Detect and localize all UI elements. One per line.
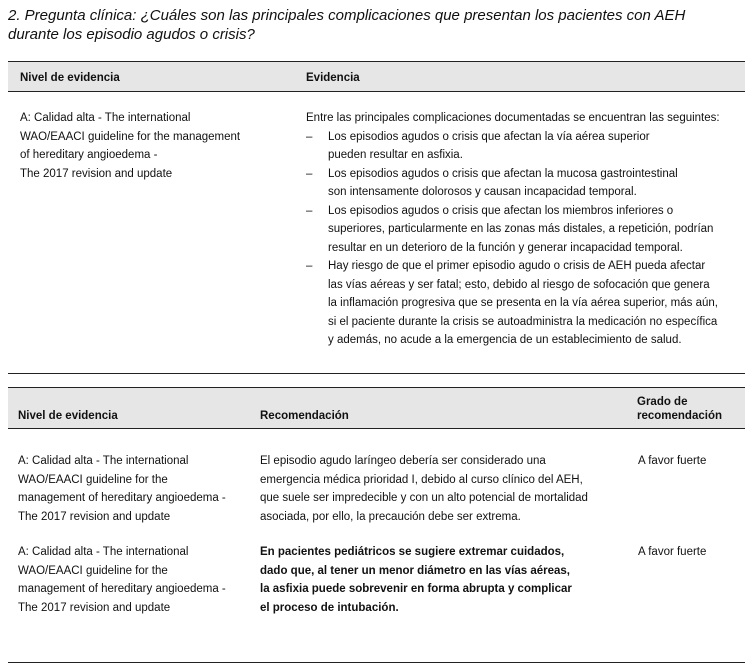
complications-list: [306, 128, 746, 350]
grade-value: A favor fuerte: [638, 546, 707, 558]
evidence-level-line: The 2017 revision and update: [20, 167, 173, 180]
recommendation-row-2-grade: [638, 543, 743, 562]
recommendation-line: la asfixia puede sobrevenir en forma abrupta y complicar: [260, 583, 572, 595]
header-nivel-de-evidencia-2: Nivel de evidencia: [18, 410, 118, 422]
complication-line: si el paciente durante la crisis se autoadministra la medicación no específica: [328, 315, 718, 328]
evidence-level-line: A: Calidad alta - The international: [18, 455, 189, 467]
complication-item: [306, 257, 746, 350]
evidence-level-line: management of hereditary angioedema -: [18, 492, 226, 504]
complication-line: – Los episodios agudos o crisis que afectan la vía aérea superior: [328, 130, 650, 143]
header-grado-line-1: Grado de: [637, 396, 688, 408]
evidence-level-line: management of hereditary angioedema -: [18, 583, 226, 595]
evidence-level-line: of hereditary angioedema -: [20, 149, 158, 161]
recommendation-line: dado que, al tener un menor diámetro en las vías aéreas,: [260, 564, 570, 577]
complication-item: [306, 128, 746, 165]
evidence-level-line: A: Calidad alta - The international: [20, 112, 191, 124]
recommendation-table-bottom-rule: [8, 662, 745, 663]
complication-line: pueden resultar en asfixia.: [328, 149, 463, 161]
evidence-cell: [306, 109, 746, 350]
recommendation-row-1-level: [18, 452, 253, 526]
evidence-intro: Entre las principales complicaciones documentadas se encuentran las seguintes:: [306, 112, 720, 124]
clinical-question-line-1: 2. Pregunta clínica: ¿Cuáles son las principales complicaciones que presentan los pacientes con AEH: [8, 7, 686, 24]
header-nivel-de-evidencia: Nivel de evidencia: [20, 72, 120, 84]
recommendation-line: el proceso de intubación.: [260, 601, 399, 614]
complication-item: [306, 202, 746, 258]
evidence-level-line: The 2017 revision and update: [18, 510, 171, 523]
complication-item: [306, 165, 746, 202]
header-grado-line-2: recomendación: [637, 410, 722, 422]
evidence-level-line: The 2017 revision and update: [18, 601, 171, 614]
evidence-level-line: A: Calidad alta - The international: [18, 546, 189, 558]
evidence-level-line: WAO/EAACI guideline for the management: [20, 130, 241, 143]
complication-line: las vías aéreas y ser fatal; esto, debido al riesgo de sofocación que genera: [328, 278, 710, 291]
header-evidencia: Evidencia: [306, 72, 360, 84]
recommendation-line: que suele ser impredecible y con un alto potencial de mortalidad: [260, 492, 588, 504]
recommendation-row-1-text: [260, 452, 625, 526]
evidence-level-cell: [20, 109, 290, 183]
recommendation-table-header: [8, 387, 745, 429]
complication-line: superiores, particularmente en las zonas más distales, a repetición, podrían: [328, 223, 714, 235]
complication-line: – Hay riesgo de que el primer episodio agudo o crisis de AEH pueda afectar: [328, 260, 706, 272]
recommendation-line: El episodio agudo laríngeo debería ser considerado una: [260, 455, 546, 467]
recommendation-line: En pacientes pediátricos se sugiere extremar cuidados,: [260, 546, 565, 558]
clinical-question: [8, 6, 743, 44]
header-recomendacion: Recomendación: [260, 410, 349, 422]
complication-line: resultar en un deterioro de la función y generar incapacidad temporal.: [328, 241, 683, 254]
recommendation-row-1-grade: [638, 452, 743, 471]
complication-line: son intensamente dolorosos y causan incapacidad temporal.: [328, 186, 637, 198]
evidence-level-line: WAO/EAACI guideline for the: [18, 564, 168, 577]
recommendation-row-2-level: [18, 543, 253, 617]
recommendation-row-2-text: [260, 543, 625, 617]
complication-line: – Los episodios agudos o crisis que afectan la mucosa gastrointestinal: [328, 167, 678, 180]
recommendation-line: emergencia médica prioridad I, debido al curso clínico del AEH,: [260, 473, 583, 486]
grade-value: A favor fuerte: [638, 455, 707, 467]
evidence-level-line: WAO/EAACI guideline for the: [18, 473, 168, 486]
complication-line: y además, no acude a la emergencia de un establecimiento de salud.: [328, 334, 682, 346]
complication-line: – Los episodios agudos o crisis que afectan los miembros inferiores o: [328, 204, 674, 217]
clinical-question-line-2: durante los episodio agudos o crisis?: [8, 26, 255, 43]
complication-line: la inflamación progresiva que se presenta en la vía aérea superior, más aún,: [328, 297, 718, 309]
recommendation-line: asociada, por ello, la precaución debe ser extrema.: [260, 510, 521, 523]
evidence-table-bottom-rule: [8, 373, 745, 374]
evidence-table-header: [8, 61, 745, 92]
